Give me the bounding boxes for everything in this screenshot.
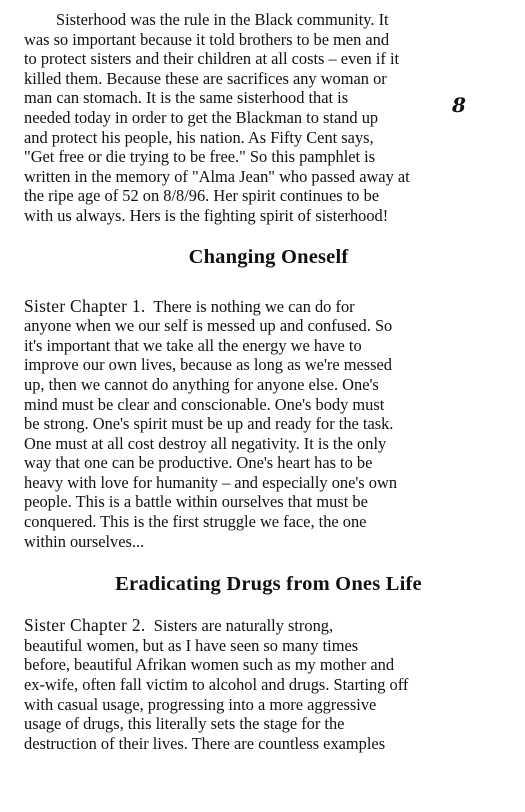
text-line: beautiful women, but as I have seen so many times bbox=[24, 635, 359, 655]
text-line: it's important that we take all the energy we have to bbox=[24, 335, 362, 355]
chapter-label: Sister Chapter 1. bbox=[24, 295, 146, 316]
section-heading-eradicating-drugs: Eradicating Drugs from Ones Life bbox=[115, 573, 422, 596]
section-heading-changing-oneself: Changing Oneself bbox=[188, 245, 349, 268]
text-line: way that one can be productive. One's heart has to be bbox=[24, 453, 373, 473]
text-line: and protect his people, his nation. As Fifty Cent says, bbox=[24, 127, 374, 147]
chapter-1-paragraph bbox=[24, 297, 513, 552]
text-line: before, beautiful Afrikan women such as my mother and bbox=[24, 655, 395, 675]
text-fragment: Sisters are naturally strong, bbox=[145, 616, 334, 636]
text-line: mind must be clear and conscionable. One's body must bbox=[24, 394, 385, 414]
text-line: man can stomach. It is the same sisterhood that is bbox=[24, 88, 349, 108]
text-line: written in the memory of "Alma Jean" who passed away at bbox=[24, 166, 410, 186]
text-line: destruction of their lives. There are countless examples bbox=[24, 733, 386, 753]
text-line bbox=[24, 616, 513, 636]
text-line: people. This is a battle within ourselves that must be bbox=[24, 492, 368, 512]
text-line: Sisterhood was the rule in the Black community. It bbox=[56, 10, 389, 29]
text-line: killed them. Because these are sacrifices any woman or bbox=[24, 68, 387, 88]
text-line: with us always. Hers is the fighting spirit of sisterhood! bbox=[24, 205, 389, 225]
text-line: ex-wife, often fall victim to alcohol and drugs. Starting off bbox=[24, 675, 409, 695]
text-line: be strong. One's spirit must be up and ready for the task. bbox=[24, 414, 394, 434]
text-line: usage of drugs, this literally sets the stage for the bbox=[24, 714, 345, 734]
text-line: to protect sisters and their children at all costs – even if it bbox=[24, 49, 400, 69]
text-line: needed today in order to get the Blackman to stand up bbox=[24, 107, 379, 127]
text-line: with casual usage, progressing into a more aggressive bbox=[24, 694, 377, 714]
text-line: was so important because it told brothers to be men and bbox=[24, 29, 390, 49]
text-line: the ripe age of 52 on 8/8/96. Her spirit continues to be bbox=[24, 186, 380, 206]
intro-paragraph bbox=[24, 10, 513, 226]
text-line: within ourselves... bbox=[24, 531, 145, 551]
text-line: anyone when we our self is messed up and confused. So bbox=[24, 316, 393, 336]
text-line: improve our own lives, because as long as we're messed bbox=[24, 355, 392, 375]
text-line: heavy with love for humanity – and especially one's own bbox=[24, 472, 398, 492]
text-line bbox=[24, 297, 513, 317]
text-line: up, then we cannot do anything for anyone else. One's bbox=[24, 374, 379, 394]
text-fragment: There is nothing we can do for bbox=[145, 296, 355, 316]
text-line: conquered. This is the first struggle we face, the one bbox=[24, 512, 367, 532]
chapter-2-paragraph bbox=[24, 616, 513, 753]
handwritten-page-mark: 8 bbox=[452, 93, 466, 117]
chapter-label: Sister Chapter 2. bbox=[24, 615, 146, 636]
text-line: One must at all cost destroy all negativity. It is the only bbox=[24, 433, 387, 453]
text-line: "Get free or die trying to be free." So this pamphlet is bbox=[24, 147, 376, 167]
